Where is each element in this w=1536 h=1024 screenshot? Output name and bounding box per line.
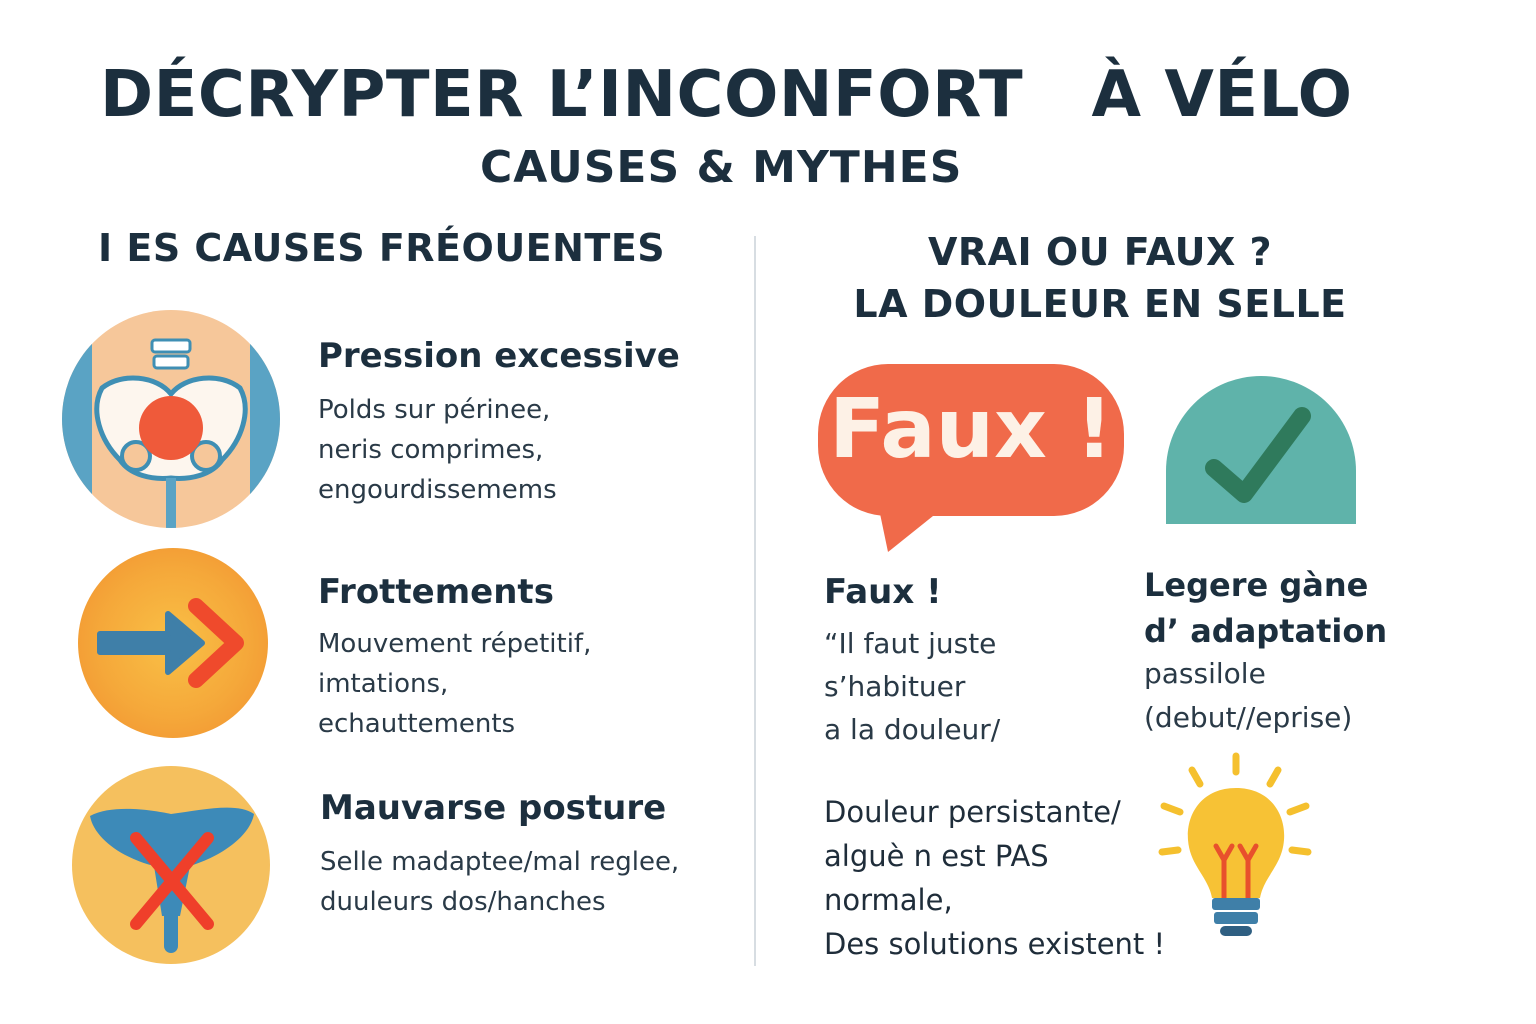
cause-description <box>318 624 591 744</box>
cause-description <box>320 842 679 922</box>
adaptation-line: passilole <box>1144 657 1266 690</box>
cause-line: neris comprimes, <box>318 435 544 465</box>
persistent-pain-line: Des solutions existent ! <box>824 927 1166 961</box>
myth-quote-line: s’habituer <box>824 670 966 703</box>
myth-quote-line: “Il faut juste <box>824 627 997 660</box>
persistent-pain-line: normale, <box>824 883 953 917</box>
myth-heading: Faux ! <box>824 572 942 612</box>
friction-arrows-icon <box>78 548 268 738</box>
causes-section-title: I ES CAUSES FRÉOUENTES <box>98 226 666 270</box>
adaptation-heading-line: Legere gàne <box>1144 566 1369 604</box>
adaptation-description <box>1144 652 1352 740</box>
column-divider <box>754 236 756 966</box>
myths-title-line: VRAI OU FAUX ? <box>927 230 1273 274</box>
pelvis-icon <box>62 310 280 528</box>
saddle-cross-icon <box>72 766 270 964</box>
persistent-pain-line: alguè n est PAS <box>824 839 1049 873</box>
cause-line: duuleurs dos/hanches <box>320 887 606 917</box>
lightbulb-icon <box>1150 748 1320 958</box>
myths-title-line: LA DOULEUR EN SELLE <box>853 282 1347 326</box>
myths-section-title <box>760 226 1440 330</box>
checkmark-icon <box>1166 376 1356 524</box>
speech-bubble-text: Faux ! <box>829 382 1113 477</box>
myth-quote <box>824 622 1000 751</box>
cause-description <box>318 390 557 510</box>
page-subtitle: CAUSES & MYTHES <box>480 142 963 193</box>
cause-line: Selle madaptee/mal reglee, <box>320 847 680 877</box>
persistent-pain-line: Douleur persistante/ <box>824 795 1121 829</box>
cause-line: imtations, <box>318 669 449 699</box>
cause-heading: Frottements <box>318 572 554 612</box>
adaptation-heading-line: d’ adaptation <box>1144 612 1388 650</box>
cause-line: echauttements <box>318 709 516 739</box>
cause-heading: Pression excessive <box>318 336 680 376</box>
persistent-pain-note <box>824 790 1165 966</box>
page-title: DÉCRYPTER L’INCONFORT À VÉLO <box>100 58 1353 132</box>
adaptation-line: (debut//eprise) <box>1144 701 1353 734</box>
cause-heading: Mauvarse posture <box>320 788 667 828</box>
cause-line: engourdissemems <box>318 475 557 505</box>
myth-quote-line: a la douleur/ <box>824 713 1001 746</box>
cause-line: Polds sur périnee, <box>318 395 551 425</box>
cause-line: Mouvement répetitif, <box>318 629 592 659</box>
adaptation-heading <box>1144 562 1387 654</box>
